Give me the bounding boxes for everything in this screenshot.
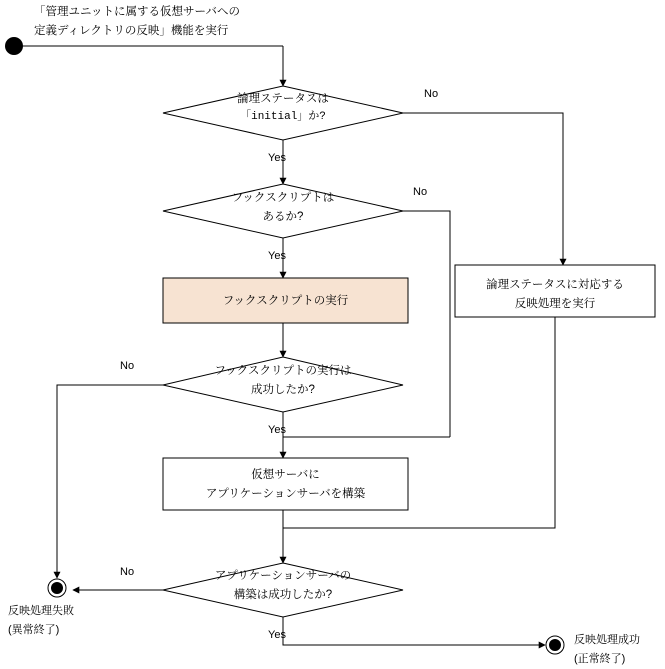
decision-4-line2: 構築は成功したか? (233, 589, 333, 601)
fail-terminal-line1: 反映処理失敗 (8, 605, 74, 617)
start-terminal-dot (5, 37, 23, 55)
fail-terminal-line2: (異常終了) (8, 624, 60, 636)
decision-1-line2: 「initial」か? (240, 111, 326, 123)
decision-2-line2: あるか? (262, 211, 304, 223)
process-2-line1: 論理ステータスに対応する (486, 279, 624, 291)
edge-d2-no (403, 211, 450, 437)
decision-1-no-label: No (424, 88, 439, 100)
decision-2-yes-label: Yes (268, 250, 286, 262)
process-3-line2: アプリケーションサーバを構築 (205, 488, 366, 500)
process-1-line1: フックスクリプトの実行 (222, 295, 349, 307)
start-label-line1: 「管理ユニットに属する仮想サーバへの (34, 6, 240, 18)
edge-d4-yes (283, 617, 545, 645)
fail-terminal-dot (51, 582, 63, 594)
decision-3-line2: 成功したか? (251, 384, 315, 396)
decision-4-no-label: No (120, 566, 135, 578)
decision-3-yes-label: Yes (268, 424, 286, 436)
decision-2-no-label: No (413, 186, 428, 198)
ok-terminal-line1: 反映処理成功 (574, 634, 640, 646)
start-label-line2: 定義ディレクトリの反映」機能を実行 (34, 25, 229, 37)
decision-3-no-label: No (120, 360, 135, 372)
ok-terminal-line2: (正常終了) (574, 653, 626, 665)
decision-4-line1: アプリケーションサーバの (214, 570, 352, 582)
decision-1-yes-label: Yes (268, 152, 286, 164)
decision-2-line1: フックスクリプトは (231, 192, 335, 204)
process-3-line1: 仮想サーバに (251, 469, 320, 481)
decision-4-yes-label: Yes (268, 629, 286, 641)
decision-3-line1: フックスクリプトの実行は (214, 365, 352, 377)
process-2-line2: 反映処理を実行 (514, 298, 596, 310)
decision-1-line1: 論理ステータスは (237, 93, 329, 105)
edge-d3-no (57, 385, 163, 578)
ok-terminal-dot (549, 639, 561, 651)
